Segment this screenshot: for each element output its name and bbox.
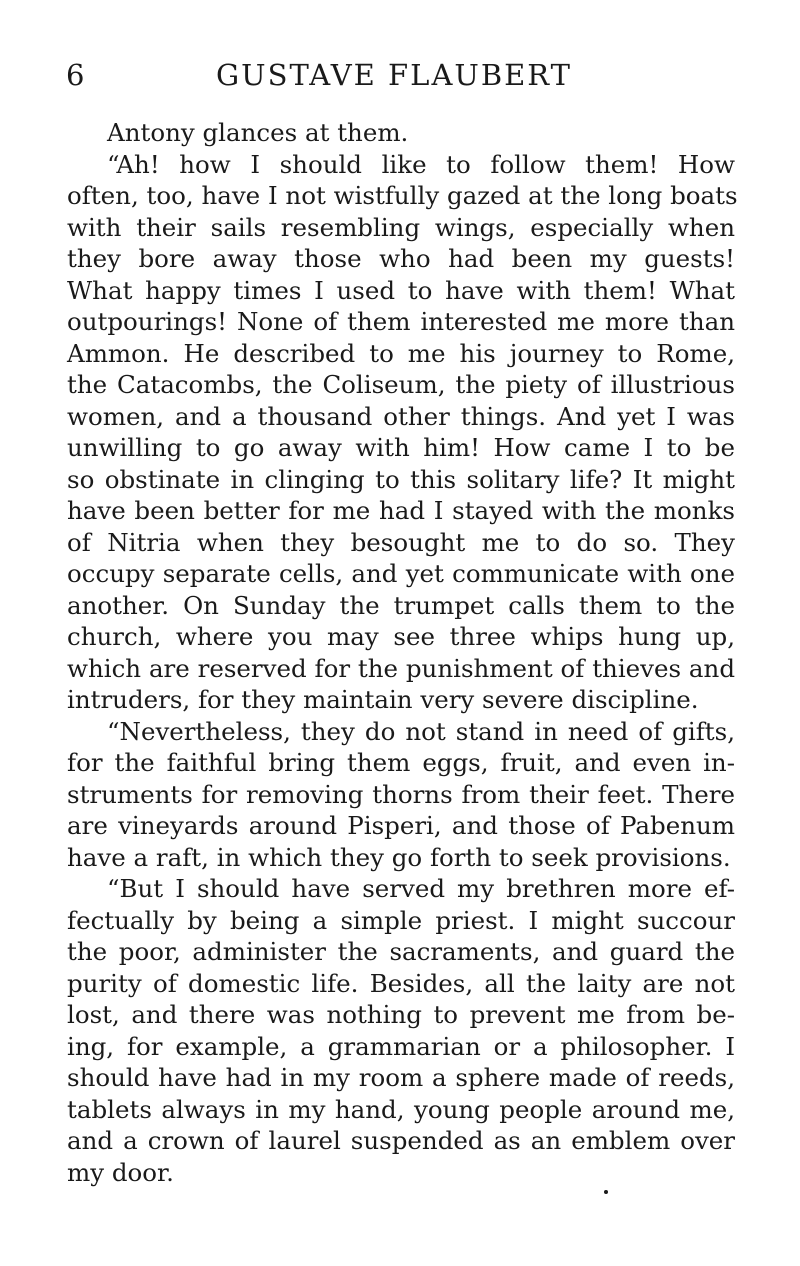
text-line: often, too, have I not wistfully gazed at the long boats (67, 181, 738, 210)
text-line: purity of domestic life. Besides, all the laity are not (67, 968, 735, 998)
text-line: with their sails resembling wings, especially when (67, 212, 735, 242)
text-line: intruders, for they maintain very severe discipline. (67, 685, 699, 714)
text-line: occupy separate cells, and yet communicate with one (67, 559, 735, 588)
text-line: “Nevertheless, they do not stand in need of gifts, (107, 716, 735, 746)
text-line: church, where you may see three whips hung up, (67, 622, 735, 651)
text-line: they bore away those who had been my guests! (67, 244, 735, 273)
text-line: the Catacombs, the Coliseum, the piety of illustrious (67, 370, 735, 399)
text-line: are vineyards around Pisperi, and those of Pabenum (67, 811, 735, 840)
text-line: have been better for me had I stayed with the monks (67, 496, 735, 525)
text-line: “Ah! how I should like to follow them! How (107, 149, 735, 179)
text-line: outpourings! None of them interested me more than (67, 307, 735, 336)
text-line: should have had in my room a sphere made of reeds, (67, 1063, 735, 1092)
text-line: ing, for example, a grammarian or a philosopher. I (67, 1031, 735, 1061)
text-line: so obstinate in clinging to this solitary life? It might (67, 464, 735, 494)
running-title: GUSTAVE FLAUBERT (216, 58, 572, 92)
text-line: fectually by being a simple priest. I might succour (67, 905, 735, 935)
text-line: which are reserved for the punishment of thieves and (67, 653, 735, 683)
text-line: “But I should have served my brethren more ef- (107, 874, 735, 903)
text-line: another. On Sunday the trumpet calls them to the (67, 590, 735, 620)
text-line: struments for removing thorns from their feet. There (67, 779, 735, 809)
text-line: lost, and there was nothing to prevent me from be- (67, 1000, 735, 1029)
page-number: 6 (66, 58, 87, 92)
text-line: my door. (67, 1157, 174, 1187)
text-line: for the faithful bring them eggs, fruit, and even in- (67, 748, 735, 777)
text-line: unwilling to go away with him! How came I to be (67, 433, 735, 462)
print-speck (604, 1190, 608, 1194)
text-line: the poor, administer the sacraments, and guard the (67, 937, 735, 966)
text-line: Antony glances at them. (107, 118, 409, 147)
body-text (67, 117, 738, 1188)
page-header (66, 58, 746, 98)
text-line: What happy times I used to have with them! What (67, 275, 735, 305)
text-line: Ammon. He described to me his journey to Rome, (67, 338, 735, 368)
text-line: and a crown of laurel suspended as an emblem over (67, 1126, 735, 1155)
text-line: of Nitria when they besought me to do so. They (67, 527, 735, 557)
text-line: women, and a thousand other things. And yet I was (67, 401, 735, 431)
text-line: have a raft, in which they go forth to seek provisions. (67, 842, 731, 872)
text-line: tablets always in my hand, young people around me, (67, 1094, 735, 1124)
